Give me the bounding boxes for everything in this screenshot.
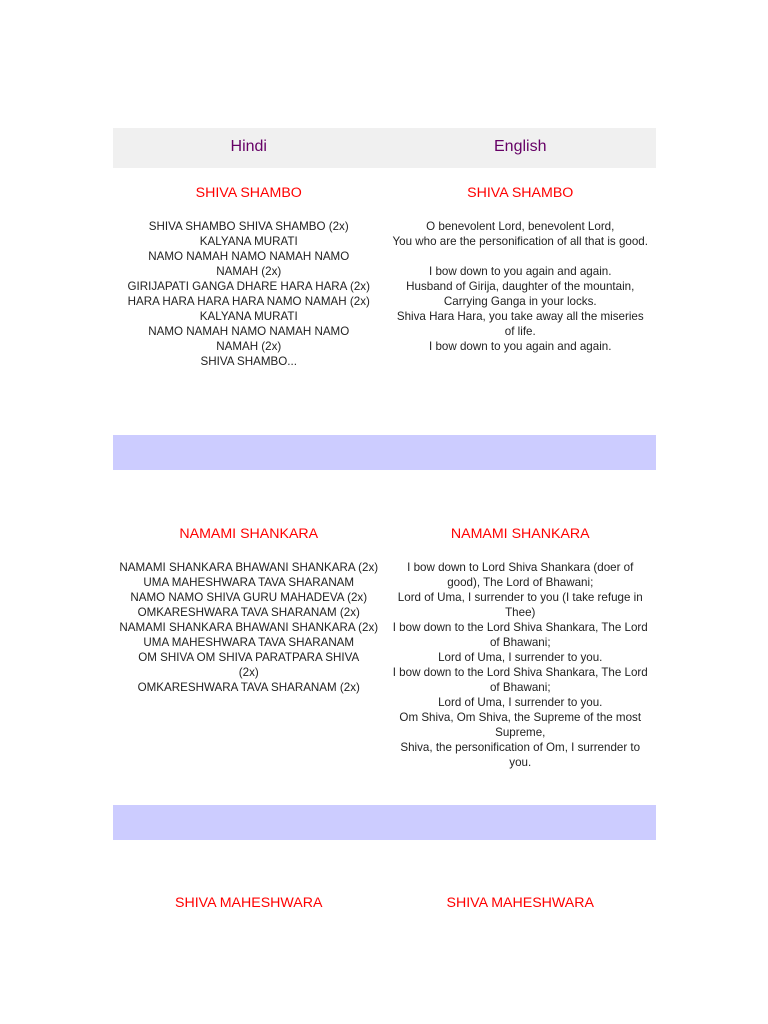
hindi-column-header: Hindi bbox=[230, 138, 267, 155]
lyric-line: HARA HARA HARA HARA NAMO NAMAH (2x) bbox=[127, 295, 370, 308]
song-title-hindi: SHIVA SHAMBO bbox=[195, 185, 302, 201]
translation-line: Lord of Uma, I surrender to you. bbox=[438, 651, 603, 664]
lyric-line: UMA MAHESHWARA TAVA SHARANAM bbox=[143, 636, 355, 649]
lyric-line: SHIVA SHAMBO SHIVA SHAMBO (2x) bbox=[148, 220, 349, 233]
lyric-line: KALYANA MURATI bbox=[199, 310, 298, 323]
song-title-english: SHIVA SHAMBO bbox=[467, 185, 574, 201]
hindi-lyrics bbox=[113, 560, 385, 695]
translation-line: Carrying Ganga in your locks. bbox=[443, 295, 597, 308]
translation-line: I bow down to Lord Shiva Shankara (doer of good), The Lord of Bhawani; bbox=[407, 561, 634, 589]
translation-line: Shiva Hara Hara, you take away all the miseries of life. bbox=[396, 310, 644, 338]
section-divider-band bbox=[113, 435, 656, 470]
hindi-lyrics bbox=[113, 219, 385, 369]
language-header-row bbox=[113, 128, 656, 168]
translation-line: Om Shiva, Om Shiva, the Supreme of the most Supreme, bbox=[399, 711, 642, 739]
lyric-line: KALYANA MURATI bbox=[199, 235, 298, 248]
lyric-line: UMA MAHESHWARA TAVA SHARANAM bbox=[143, 576, 355, 589]
lyric-line: NAMAMI SHANKARA BHAWANI SHANKARA (2x) bbox=[119, 621, 379, 634]
song-namami-shankara bbox=[113, 526, 656, 770]
hindi-column bbox=[113, 526, 385, 770]
song-title-hindi: SHIVA MAHESHWARA bbox=[175, 895, 323, 911]
translation-line: Lord of Uma, I surrender to you (I take refuge in Thee) bbox=[397, 591, 643, 619]
song-title-hindi: NAMAMI SHANKARA bbox=[179, 526, 319, 542]
translation-line: I bow down to the Lord Shiva Shankara, The Lord of Bhawani; bbox=[392, 621, 648, 649]
english-column bbox=[385, 185, 657, 369]
lyric-line: OMKARESHWARA TAVA SHARANAM (2x) bbox=[137, 606, 360, 619]
translation-line: Husband of Girija, daughter of the mountain, bbox=[406, 280, 635, 293]
translation-line: You who are the personification of all that is good. bbox=[392, 235, 648, 248]
hindi-column bbox=[113, 895, 385, 929]
translation-line: I bow down to you again and again. bbox=[429, 265, 612, 278]
translation-line: Shiva, the personification of Om, I surrender to you. bbox=[400, 741, 641, 769]
english-column bbox=[385, 526, 657, 770]
english-lyrics bbox=[385, 560, 657, 770]
lyric-line: NAMO NAMAH NAMO NAMAH NAMO NAMAH (2x) bbox=[148, 325, 350, 353]
translation-line: I bow down to you again and again. bbox=[429, 340, 612, 353]
song-title-english: NAMAMI SHANKARA bbox=[450, 526, 590, 542]
english-column-header: English bbox=[494, 138, 547, 155]
lyric-line: NAMAMI SHANKARA BHAWANI SHANKARA (2x) bbox=[119, 561, 379, 574]
english-lyrics bbox=[385, 219, 657, 354]
song-shiva-shambo bbox=[113, 185, 656, 369]
translation-line: I bow down to the Lord Shiva Shankara, The Lord of Bhawani; bbox=[392, 666, 648, 694]
translation-line: O benevolent Lord, benevolent Lord, bbox=[426, 220, 615, 233]
lyric-line: NAMO NAMAH NAMO NAMAH NAMO NAMAH (2x) bbox=[148, 250, 350, 278]
section-divider-band bbox=[113, 805, 656, 840]
lyric-line: NAMO NAMO SHIVA GURU MAHADEVA (2x) bbox=[130, 591, 368, 604]
lyric-line: OMKARESHWARA TAVA SHARANAM (2x) bbox=[137, 681, 360, 694]
bhajan-table bbox=[113, 128, 656, 911]
lyric-line: GIRIJAPATI GANGA DHARE HARA HARA (2x) bbox=[127, 280, 370, 293]
stanza-gap bbox=[387, 249, 655, 264]
translation-line: Lord of Uma, I surrender to you. bbox=[438, 696, 603, 709]
song-title-english: SHIVA MAHESHWARA bbox=[446, 895, 594, 911]
song-shiva-maheshwara bbox=[113, 895, 656, 929]
lyric-line: OM SHIVA OM SHIVA PARATPARA SHIVA (2x) bbox=[138, 651, 360, 679]
english-column bbox=[385, 895, 657, 929]
hindi-column bbox=[113, 185, 385, 369]
lyric-line: SHIVA SHAMBO... bbox=[200, 355, 297, 368]
